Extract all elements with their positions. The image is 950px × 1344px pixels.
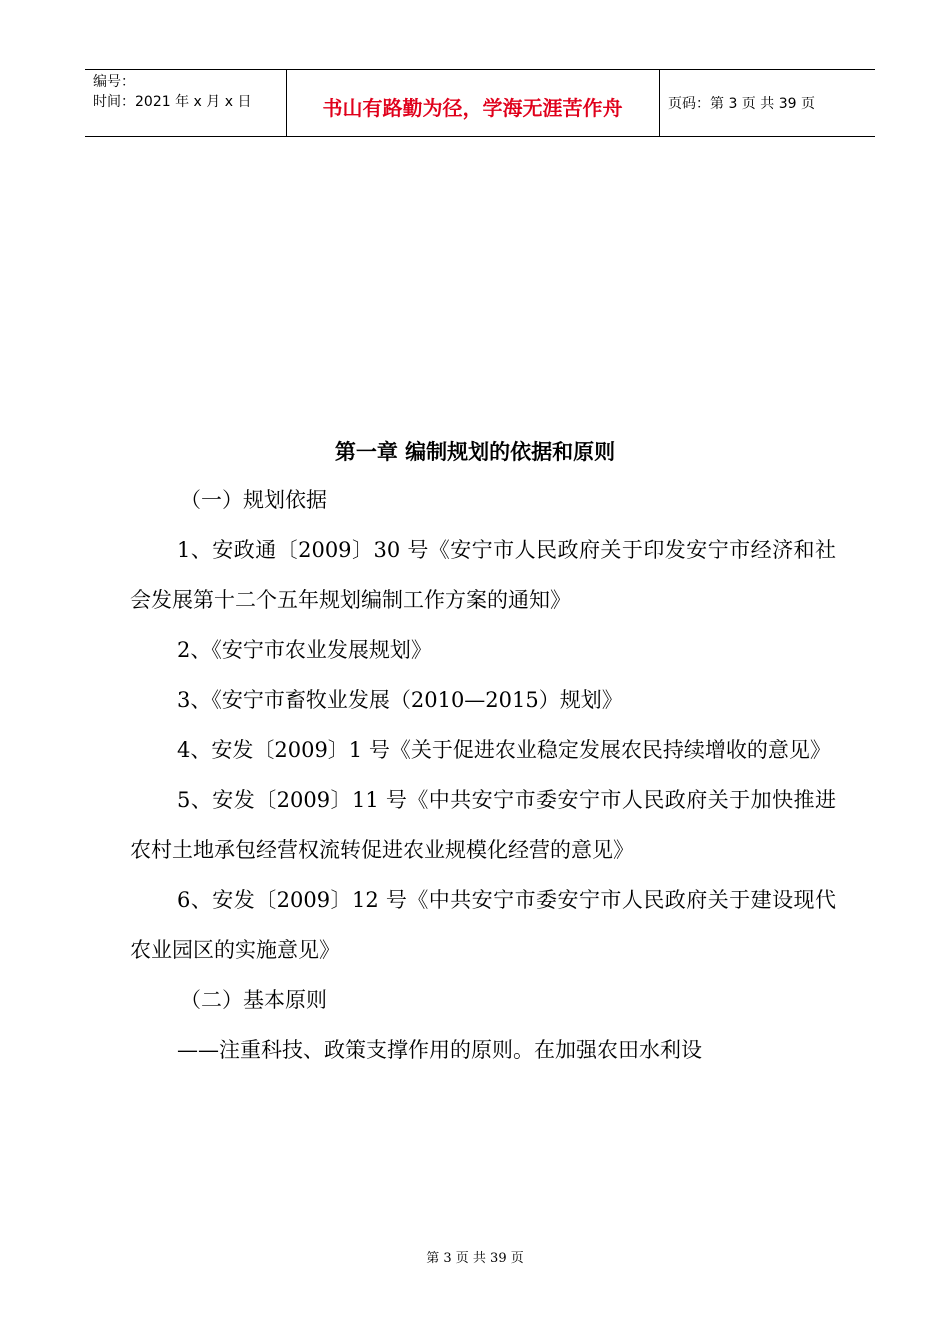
header-top-rule xyxy=(85,69,875,70)
section-heading-basis: （一）规划依据 xyxy=(180,488,327,512)
header-bottom-rule xyxy=(85,136,875,137)
header-divider-right xyxy=(659,69,660,136)
section-heading-principles: （二）基本原则 xyxy=(180,988,327,1012)
paragraph-item-6: 6、安发〔2009〕12 号《中共安宁市委安宁市人民政府关于建设现代农业园区的实施意见》 xyxy=(130,888,836,962)
header-meta xyxy=(93,72,251,112)
paragraph-item-4: 4、安发〔2009〕1 号《关于促进农业稳定发展农民持续增收的意见》 xyxy=(177,738,831,762)
header-number: 编号： xyxy=(93,74,135,90)
paragraph-item-1: 1、安政通〔2009〕30 号《安宁市人民政府关于印发安宁市经济和社会发展第十二个五年规划编制工作方案的通知》 xyxy=(130,538,836,612)
paragraph-item-5: 5、安发〔2009〕11 号《中共安宁市委安宁市人民政府关于加快推进农村土地承包经营权流转促进农业规模化经营的意见》 xyxy=(130,788,836,862)
header-motto: 书山有路勤为径，学海无涯苦作舟 xyxy=(322,96,623,120)
paragraph-principle-1: ——注重科技、政策支撑作用的原则。在加强农田水利设 xyxy=(177,1038,702,1062)
paragraph-item-2: 2、《安宁市农业发展规划》 xyxy=(177,638,432,662)
page-footer: 第 3 页 共 39 页 xyxy=(426,1251,524,1266)
header-page-number: 页码：第 3 页 共 39 页 xyxy=(668,96,815,112)
chapter-title: 第一章 编制规划的依据和原则 xyxy=(334,440,616,464)
paragraph-item-3: 3、《安宁市畜牧业发展（2010—2015）规划》 xyxy=(177,688,623,712)
header-time: 时间：2021 年 x 月 x 日 xyxy=(93,94,252,110)
document-body xyxy=(130,475,836,1075)
